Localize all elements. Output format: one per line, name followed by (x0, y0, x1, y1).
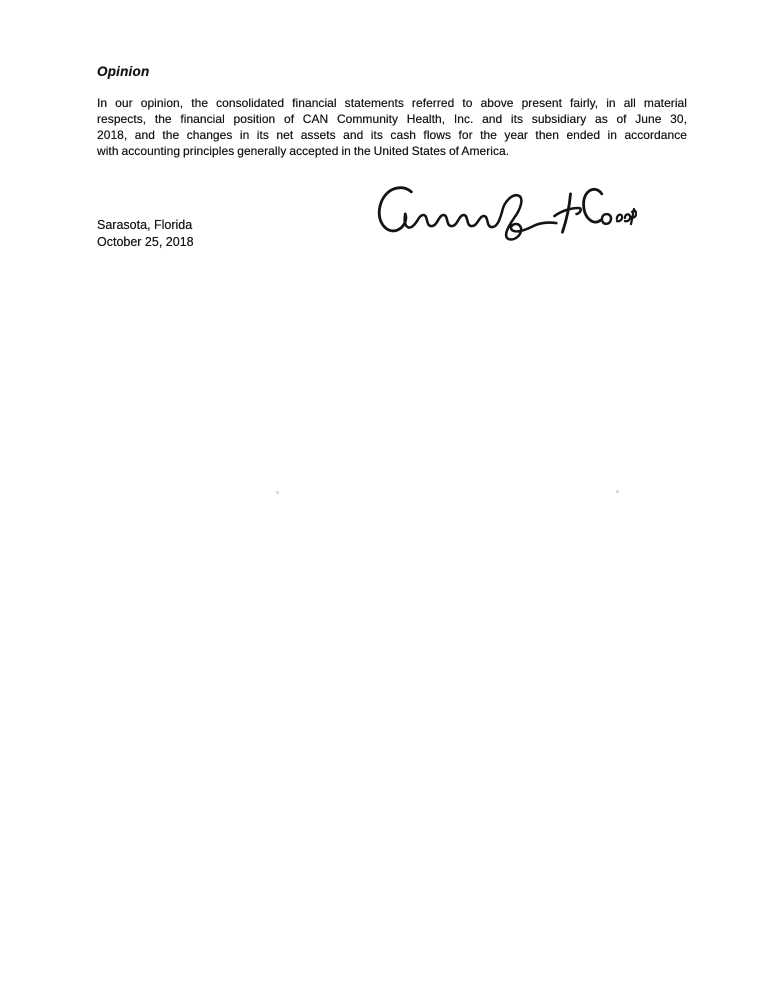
signature-stroke (631, 209, 636, 224)
signature-stroke (584, 189, 602, 222)
paragraph-line: respects, the financial position of CAN Community Health, Inc. and its subsidiary as of June 30, (97, 112, 687, 126)
signature-stroke (625, 214, 630, 221)
signature-stroke (617, 215, 622, 222)
paragraph-line: In our opinion, the consolidated financial statements referred to above present fairly, in all material (97, 96, 687, 110)
opinion-paragraph (97, 95, 687, 159)
signature-stroke (562, 194, 570, 232)
paragraph-line: 2018, and the changes in its net assets and its cash flows for the year then ended in accordance (97, 128, 687, 142)
closing-block (97, 217, 194, 251)
signature-stroke (602, 214, 611, 224)
scan-artifact-dot (276, 491, 279, 494)
paragraph-line: with accounting principles generally accepted in the United States of America. (97, 144, 510, 158)
signature-stroke (405, 212, 502, 228)
signature-image (371, 181, 637, 241)
scan-artifact-dot (616, 490, 619, 493)
signature-stroke (502, 195, 556, 239)
city-line: Sarasota, Florida (97, 218, 193, 232)
opinion-heading: Opinion (97, 64, 150, 79)
date-line: October 25, 2018 (97, 235, 194, 249)
